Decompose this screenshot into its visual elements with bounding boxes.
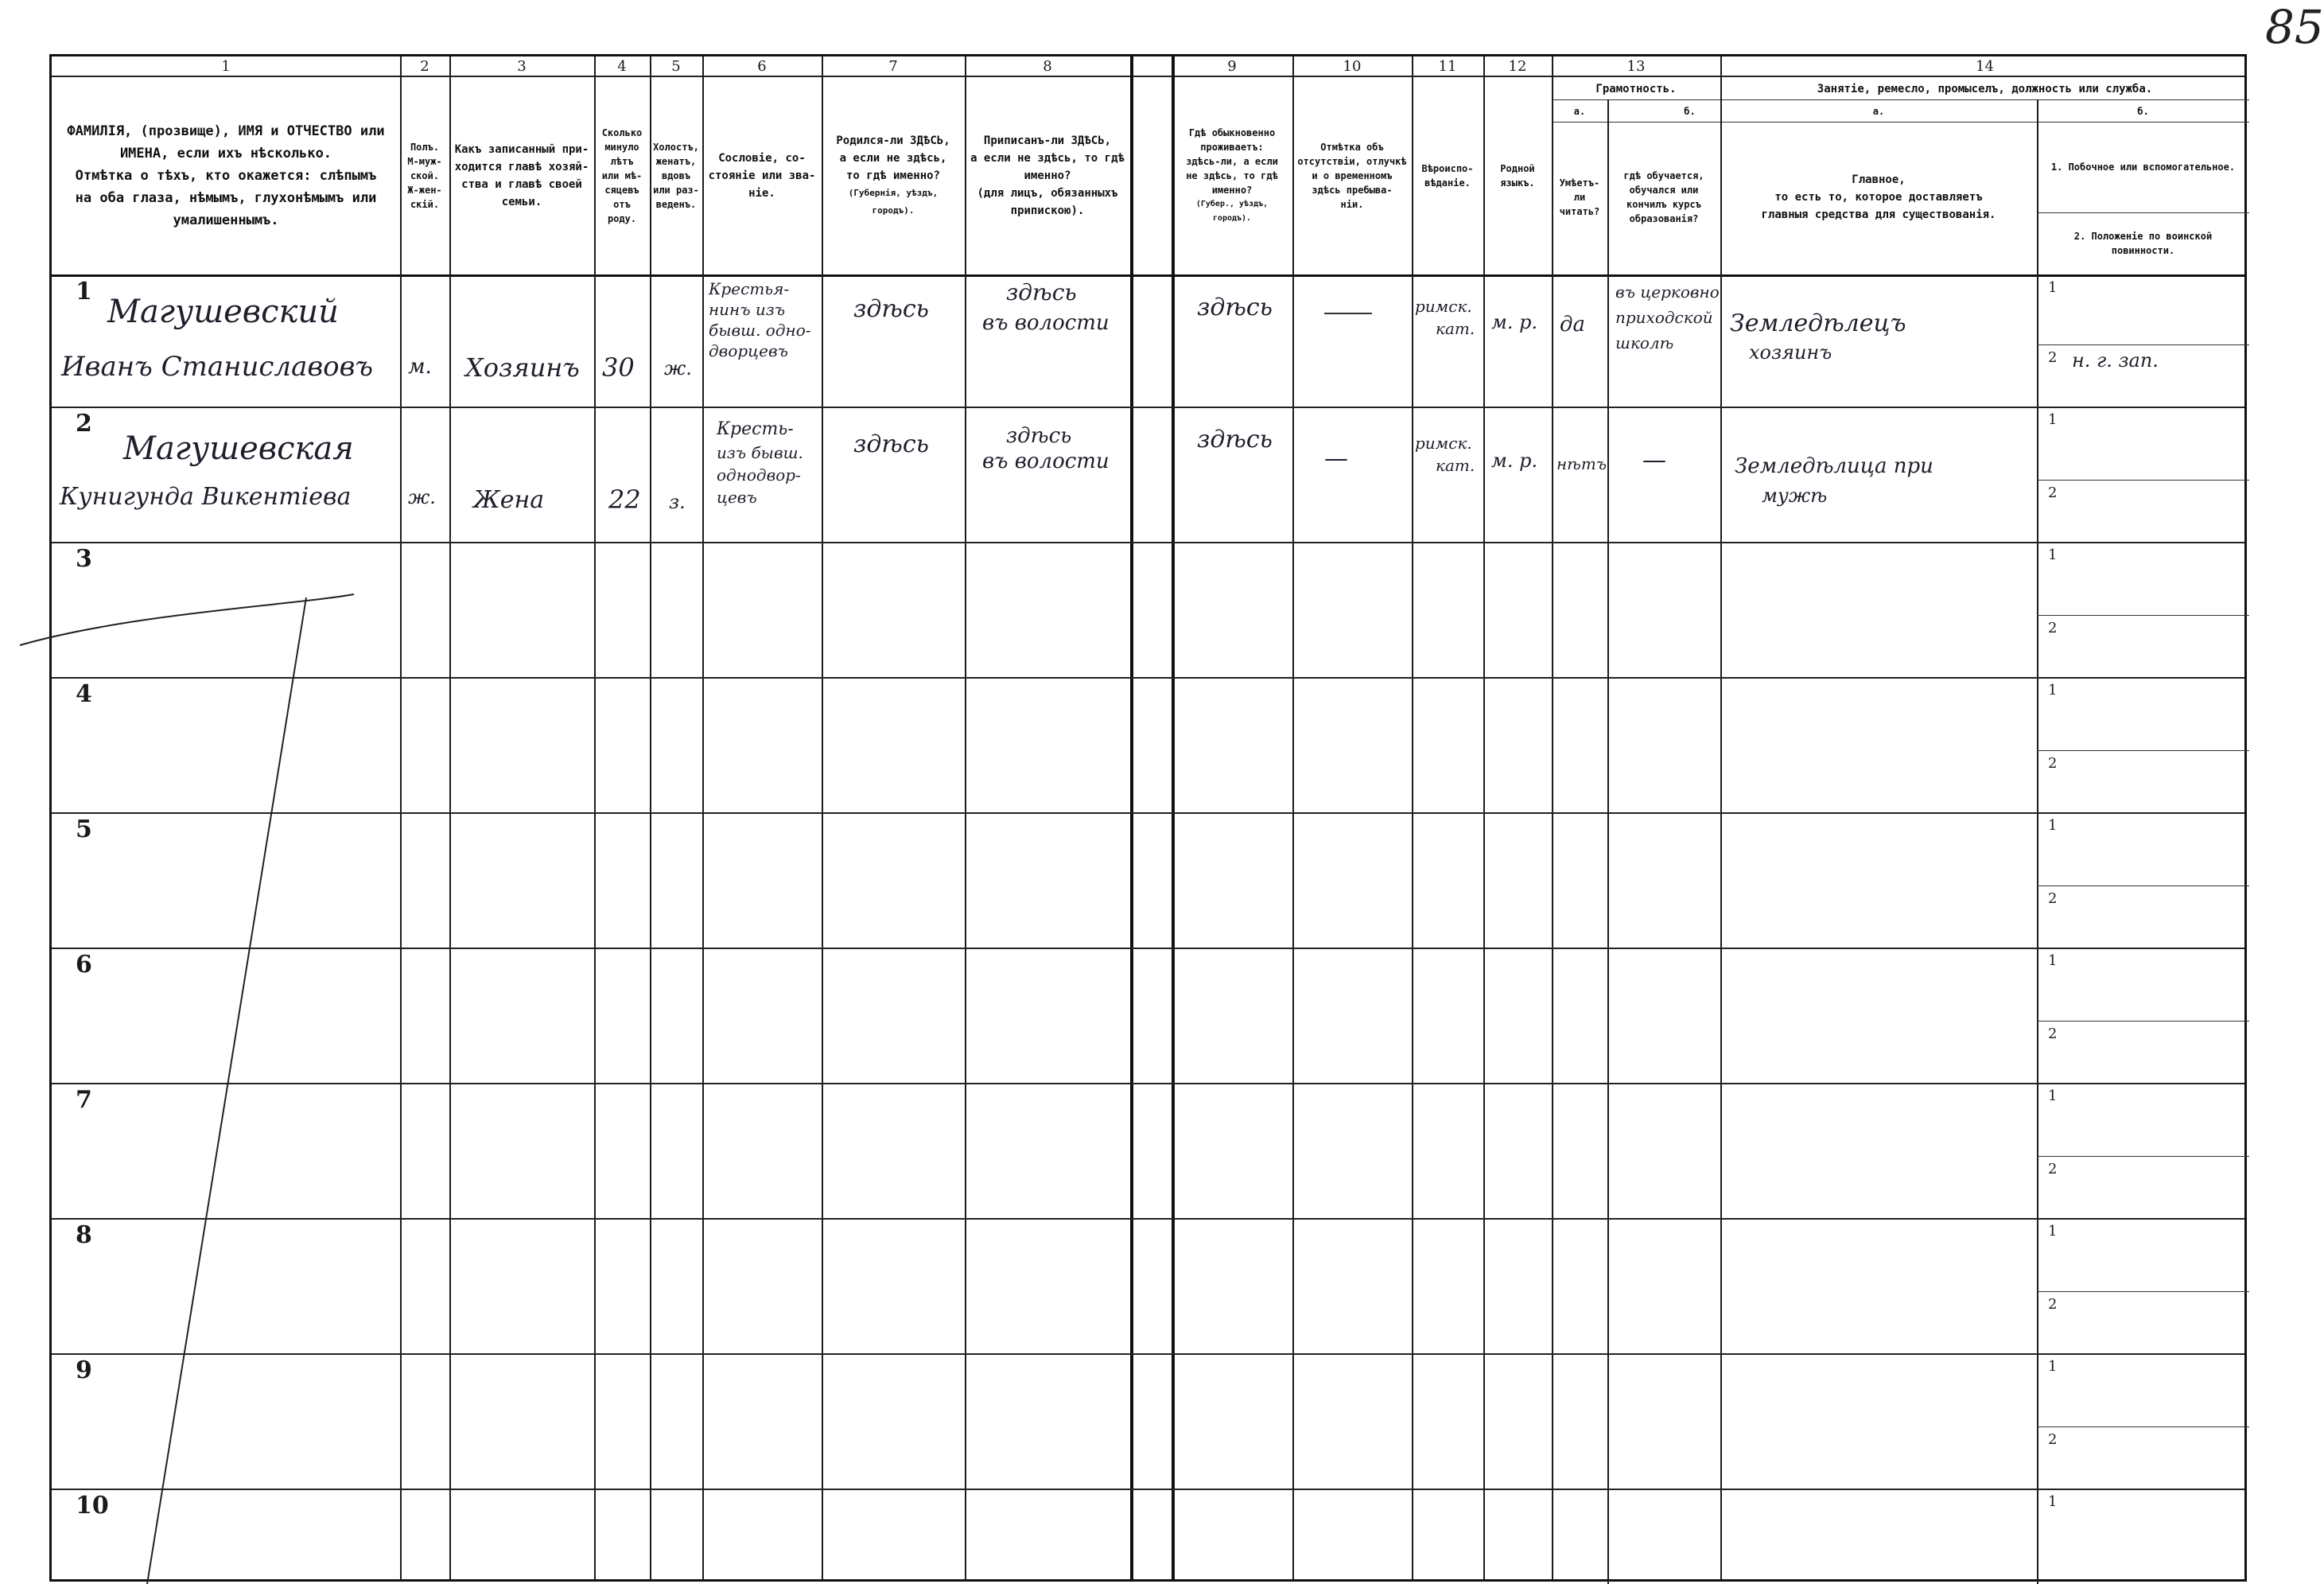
header-can-read: Умѣетъ- ли читать? [1559, 177, 1600, 217]
entry-2-birthplace: здѣсь [853, 430, 929, 458]
entry-1-marital: ж. [664, 357, 692, 379]
header-birthplace: Родился-ли ЗДѢСЬ, а если не здѣсь, то гдѣ именно? (Губернія, уѣздъ, городъ). [836, 134, 950, 216]
header-main-occupation: Главное, то есть то, которое доставляетъ главныя средства для существованія. [1761, 173, 1996, 221]
subrow-label: 2 [2048, 349, 2058, 366]
entry-1-education-line: въ церковно [1615, 282, 1720, 302]
entry-2-marital: з. [669, 491, 686, 513]
subrow-label: 1 [2048, 411, 2058, 428]
header-literacy-title: Грамотность. [1595, 83, 1677, 95]
row-number: 8 [76, 1221, 92, 1249]
row-number: 1 [76, 278, 92, 306]
header-absence: Отмѣтка объ отсутствіи, отлучкѣ и о временномъ здѣсь пребыва- ніи. [1297, 142, 1407, 210]
subrow-label: 1 [2048, 1358, 2058, 1375]
row-number: 4 [76, 680, 92, 708]
entry-1-estate-line: дворцевъ [709, 341, 788, 360]
entry-1-occupation: Земледѣлецъ [1730, 309, 1906, 337]
entry-2-estate-line: однодвор- [717, 465, 801, 485]
subrow-label: 2 [2048, 1161, 2058, 1177]
subrow-label: 1 [2048, 279, 2058, 296]
header-occupation-b-label: б. [2137, 106, 2149, 117]
entry-1-estate-line: Крестья- [709, 279, 790, 298]
header-education: гдѣ обучается, обучался или кончилъ курсъ образованія? [1623, 170, 1704, 224]
subrow-label: 1 [2048, 682, 2058, 699]
header-sex: Полъ. М-муж- ской. Ж-жен- скій. [407, 142, 442, 210]
entry-1-education-line: школѣ [1615, 333, 1674, 352]
column-number: 1 [221, 58, 231, 75]
entry-2-surname: Магушевская [123, 430, 354, 467]
row-number: 2 [76, 410, 92, 438]
entry-1-language: м. р. [1491, 311, 1538, 333]
subrow-label: 2 [2048, 1431, 2058, 1448]
entry-2-occupation-2: мужѣ [1762, 485, 1828, 507]
subrow-label: 2 [2048, 890, 2058, 907]
subrow-label: 2 [2048, 620, 2058, 636]
entry-2-education: — [1642, 446, 1666, 474]
entry-2-absence: — [1324, 445, 1348, 473]
subrow-label: 1 [2048, 547, 2058, 563]
entry-1-birthplace: здѣсь [853, 295, 929, 323]
entry-2-registration: здѣсь [1006, 424, 1072, 448]
header-name: ФАМИЛІЯ, (прозвище), ИМЯ и ОТЧЕСТВО или ИМЕНА, если ихъ нѣсколько. Отмѣтка о тѣхъ, кто окажется: слѣпымъ на оба глаза, нѣмымъ, глухонѣмымъ или умалишеннымъ. [67, 123, 385, 228]
column-number: 10 [1343, 58, 1362, 75]
entry-2-sex: ж. [408, 486, 436, 508]
column-number: 2 [420, 58, 429, 75]
entry-2-registration-volost: въ волости [982, 450, 1110, 473]
column-number: 4 [617, 58, 627, 75]
subrow-label: 1 [2048, 952, 2058, 969]
subrow-label: 2 [2048, 485, 2058, 501]
page-number: 85 [2265, 0, 2324, 54]
entry-2-estate-line: цевъ [717, 488, 757, 507]
entry-2-estate-line: изъ бывш. [717, 443, 803, 462]
entry-2-residence: здѣсь [1197, 426, 1273, 453]
entry-2-given-names: Кунигунда Викентіева [60, 483, 352, 511]
entry-2-estate-line: Кресть- [717, 419, 794, 439]
entry-1-registration: здѣсь [1006, 279, 1077, 306]
entry-1-sex: м. [408, 355, 432, 379]
column-number: 7 [888, 58, 898, 75]
entry-1-surname: Магушевский [107, 294, 339, 330]
entry-1-religion-2: кат. [1436, 319, 1475, 338]
entry-1-residence: здѣсь [1197, 294, 1273, 321]
entry-1-registration-volost: въ волости [982, 311, 1110, 335]
column-number: 8 [1043, 58, 1052, 75]
entry-2-occupation: Земледѣлица при [1735, 454, 1933, 478]
column-number: 14 [1976, 58, 1994, 75]
header-age: Сколько минуло лѣтъ или мѣ- сяцевъ отъ роду. [601, 127, 643, 224]
row-number: 7 [76, 1086, 92, 1114]
census-form-sheet [49, 54, 2247, 1582]
column-number: 11 [1438, 58, 1457, 75]
row-number: 5 [76, 815, 92, 843]
subrow-label: 2 [2048, 1296, 2058, 1313]
subrow-label: 2 [2048, 1026, 2058, 1042]
column-number: 3 [517, 58, 527, 75]
entry-1-estate-line: бывш. одно- [709, 321, 811, 340]
entry-1-literacy: да [1560, 313, 1585, 337]
header-occupation-title: Занятіе, ремесло, промыселъ, должность или служба. [1817, 83, 2153, 95]
header-side-occupation: 1. Побочное или вспомогательное. [2050, 162, 2236, 173]
subrow-label: 2 [2048, 755, 2058, 772]
entry-2-language: м. р. [1491, 450, 1538, 472]
column-number: 12 [1508, 58, 1527, 75]
entry-1-religion: римск. [1415, 297, 1472, 316]
header-literacy-a-label: а. [1573, 106, 1586, 117]
entry-1-education-line: приходской [1615, 308, 1713, 327]
entry-2-age: 22 [608, 485, 641, 515]
entry-2-religion-2: кат. [1436, 456, 1475, 475]
subrow-label: 1 [2048, 1223, 2058, 1240]
column-number: 9 [1227, 58, 1237, 75]
header-native-language: Родной языкъ. [1500, 163, 1535, 189]
header-occupation-a-label: а. [1872, 106, 1885, 117]
row-number: 10 [76, 1492, 109, 1520]
header-marital-status: Холостъ, женатъ, вдовъ или раз- веденъ. [653, 142, 699, 210]
column-number: 13 [1626, 58, 1646, 75]
header-residence: Гдѣ обыкновенно проживаетъ: здѣсь-ли, а если не здѣсь, то гдѣ именно? (Губер., уѣздъ, городъ). [1186, 127, 1278, 223]
entry-2-relation: Жена [473, 486, 545, 514]
header-registration: Приписанъ-ли ЗДѢСЬ, а если не здѣсь, то гдѣ именно? (для лицъ, обязанныхъ припискою). [970, 134, 1125, 217]
entry-1-military-status: н. г. зап. [2072, 349, 2159, 372]
entry-1-relation: Хозяинъ [465, 352, 580, 383]
entry-2-literacy: нѣтъ [1556, 454, 1607, 473]
entry-1-estate-line: нинъ изъ [709, 300, 786, 319]
column-number: 6 [757, 58, 767, 75]
header-estate: Сословіе, со- стояніе или зва- ніе. [708, 152, 816, 200]
header-relation: Какъ записанный при- ходится главѣ хозяй- ства и главѣ своей семьи. [454, 143, 589, 208]
header-religion: Вѣроиспо- вѣданіе. [1421, 163, 1474, 189]
row-number: 9 [76, 1356, 92, 1384]
header-military-status: 2. Положеніе по воинской повинности. [2073, 231, 2213, 256]
header-literacy-b-label: б. [1684, 106, 1696, 117]
entry-2-religion: римск. [1415, 434, 1472, 453]
row-number: 6 [76, 951, 92, 979]
entry-1-given-names: Иванъ Станиславовъ [61, 351, 374, 383]
cancellation-strokes [52, 56, 2249, 1584]
row-number: 3 [76, 545, 92, 573]
column-number: 5 [671, 58, 681, 75]
entry-1-occupation-2: хозяинъ [1749, 341, 1832, 364]
entry-1-age: 30 [602, 352, 635, 383]
subrow-label: 1 [2048, 1493, 2058, 1510]
subrow-label: 1 [2048, 1088, 2058, 1104]
subrow-label: 1 [2048, 817, 2058, 834]
